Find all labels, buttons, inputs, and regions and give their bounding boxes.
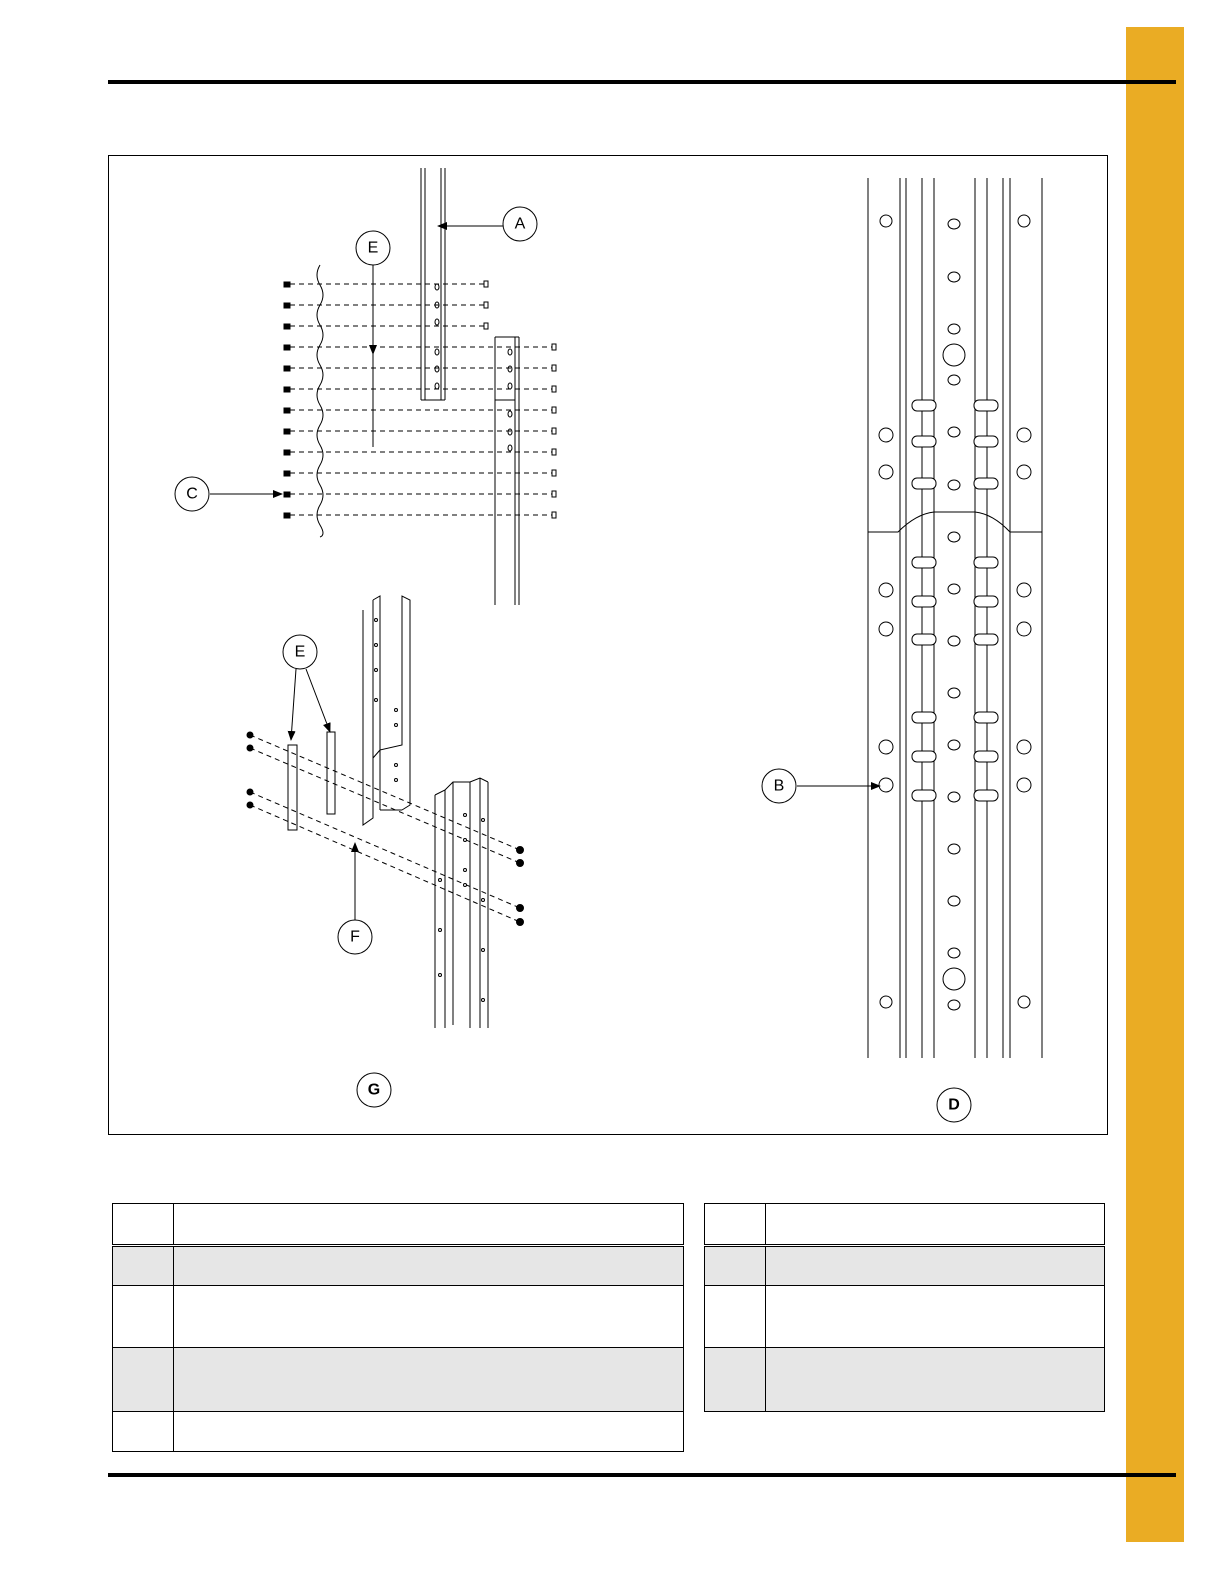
assembled-view xyxy=(797,178,1042,1058)
callout-a: A xyxy=(514,215,526,233)
table-row xyxy=(113,1286,684,1348)
table-row xyxy=(113,1246,684,1286)
callouts xyxy=(175,207,971,1122)
callout-d: D xyxy=(948,1096,960,1114)
splice-seam xyxy=(868,512,1042,532)
vertical-lines xyxy=(868,178,1042,1058)
callout-e-lower: E xyxy=(294,643,306,661)
bolt-heads xyxy=(284,282,290,518)
table-row xyxy=(113,1412,684,1452)
callout-b: B xyxy=(773,777,785,795)
stiffener-lower xyxy=(495,337,519,605)
callout-e-upper: E xyxy=(367,239,379,257)
table-row xyxy=(705,1204,1105,1246)
table-row xyxy=(113,1348,684,1412)
callout-c: C xyxy=(186,485,198,503)
callout-g: G xyxy=(367,1081,381,1099)
parts-table-right xyxy=(704,1203,1105,1412)
center-holes xyxy=(943,219,965,1010)
callout-f: F xyxy=(350,928,360,946)
stiffener-upper xyxy=(421,168,445,400)
break-line xyxy=(317,265,323,537)
table-row xyxy=(705,1286,1105,1348)
table-row xyxy=(705,1348,1105,1412)
parts-table-left xyxy=(112,1203,684,1452)
table-row xyxy=(113,1204,684,1246)
upper-exploded-view xyxy=(210,168,556,605)
table-row xyxy=(705,1246,1105,1286)
